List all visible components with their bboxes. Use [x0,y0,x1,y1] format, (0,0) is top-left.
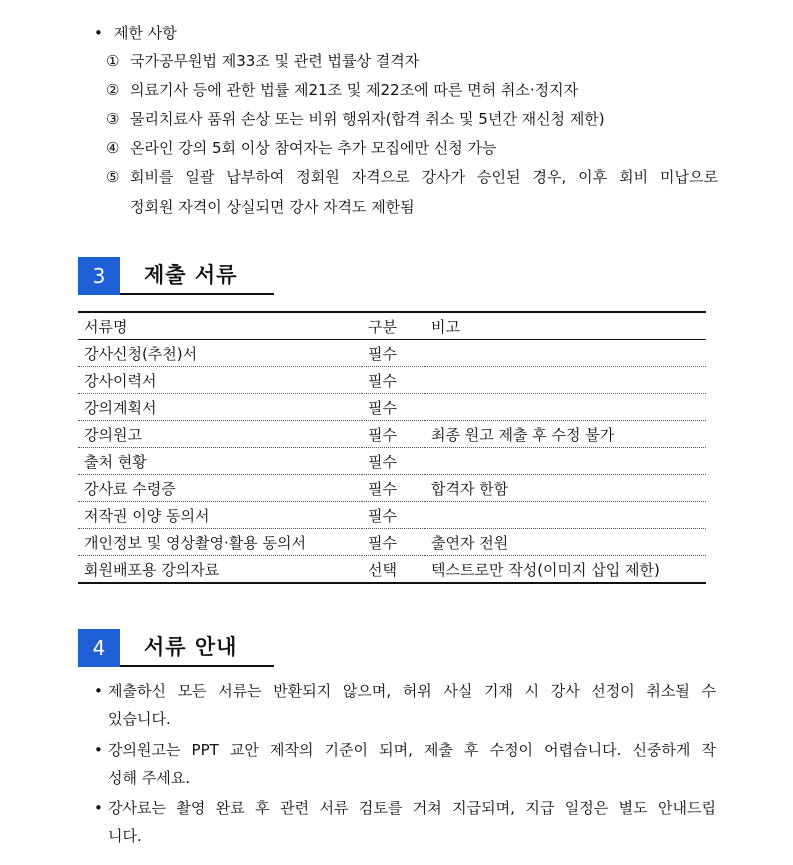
document-name: 강의계획서 [78,394,362,421]
guide-text-line2: 니다. [108,827,142,845]
guide-item [94,794,716,850]
table-row [78,421,706,448]
guide-text-line1: 강사료는 촬영 완료 후 관련 서류 검토를 거쳐 지급되며, 지급 일정은 별도 안내드립 [108,799,716,817]
table-row [78,394,706,421]
bullet-icon: • [94,799,103,817]
document-note [425,367,706,394]
document-name: 회원배포용 강의자료 [78,556,362,584]
table-header-row [78,312,706,340]
bullet-icon: • [94,741,103,759]
section-number-badge: 3 [78,257,120,295]
restriction-item [106,108,718,130]
guide-text-line2: 성해 주세요. [108,769,190,787]
restriction-text: 의료기사 등에 관한 법률 제21조 및 제22조에 따른 면허 취소·정지자 [130,81,579,99]
guide-text-line1: 강의원고는 PPT 교안 제작의 기준이 되며, 제출 후 수정이 어렵습니다. 신중하게 작 [108,741,716,759]
table-row [78,448,706,475]
document-type: 필수 [362,367,425,394]
restrictions-heading: • 제한 사항 [94,24,177,42]
document-name: 개인정보 및 영상촬영·활용 동의서 [78,529,362,556]
document-name: 강사료 수령증 [78,475,362,502]
document-name: 강사신청(추천)서 [78,340,362,367]
restriction-number: ④ [106,139,120,157]
document-type: 필수 [362,340,425,367]
restriction-text: 온라인 강의 5회 이상 참여자는 추가 모집에만 신청 가능 [130,139,497,157]
document-name: 저작권 이양 동의서 [78,502,362,529]
restriction-number: ⑤ [106,168,120,186]
document-note: 합격자 한함 [425,475,706,502]
restriction-text: 물리치료사 품위 손상 또는 비위 행위자(합격 취소 및 5년간 재신청 제한) [130,110,605,128]
document-name: 출처 현황 [78,448,362,475]
document-type: 필수 [362,529,425,556]
document-type: 필수 [362,502,425,529]
section-number-badge: 4 [78,629,120,667]
restriction-text: 국가공무원법 제33조 및 관련 법률상 결격자 [130,52,420,70]
section-3-header [78,257,278,295]
document-note: 최종 원고 제출 후 수정 불가 [425,421,706,448]
guide-item [94,736,716,792]
guide-text-line2: 있습니다. [108,710,171,728]
document-note [425,448,706,475]
table-row [78,475,706,502]
document-type: 필수 [362,448,425,475]
section-title: 제출 서류 [144,263,238,287]
table-row [78,529,706,556]
documents-table [78,311,706,584]
document-type: 선택 [362,556,425,584]
bullet-icon: • [94,682,103,700]
document-note [425,502,706,529]
section-underline [120,665,274,667]
restriction-item [106,166,718,188]
document-type: 필수 [362,394,425,421]
table-row [78,556,706,584]
document-note [425,340,706,367]
restriction-item-continuation: 정회원 자격이 상실되면 강사 자격도 제한됨 [130,198,415,216]
bullet-icon: • [94,24,103,42]
document-type: 필수 [362,421,425,448]
document-name: 강의원고 [78,421,362,448]
table-row [78,340,706,367]
document-type: 필수 [362,475,425,502]
column-header-name: 서류명 [78,312,362,340]
restriction-number: ① [106,52,120,70]
table-row [78,502,706,529]
document-note: 텍스트로만 작성(이미지 삽입 제한) [425,556,706,584]
document-name: 강사이력서 [78,367,362,394]
column-header-type: 구분 [362,312,425,340]
restriction-number: ② [106,81,120,99]
guide-item [94,677,716,733]
document-note: 출연자 전원 [425,529,706,556]
column-header-note: 비고 [425,312,706,340]
section-underline [120,293,274,295]
section-4-header [78,629,278,667]
restriction-item [106,50,718,72]
section-title: 서류 안내 [144,635,238,659]
restriction-item [106,79,718,101]
table-row [78,367,706,394]
restriction-number: ③ [106,110,120,128]
guide-text-line1: 제출하신 모든 서류는 반환되지 않으며, 허위 사실 기재 시 강사 선정이 취소될 수 [108,682,716,700]
restriction-text: 회비를 일괄 납부하여 정회원 자격으로 강사가 승인된 경우, 이후 회비 미납으로 [130,168,718,186]
restriction-item [106,137,718,159]
document-note [425,394,706,421]
